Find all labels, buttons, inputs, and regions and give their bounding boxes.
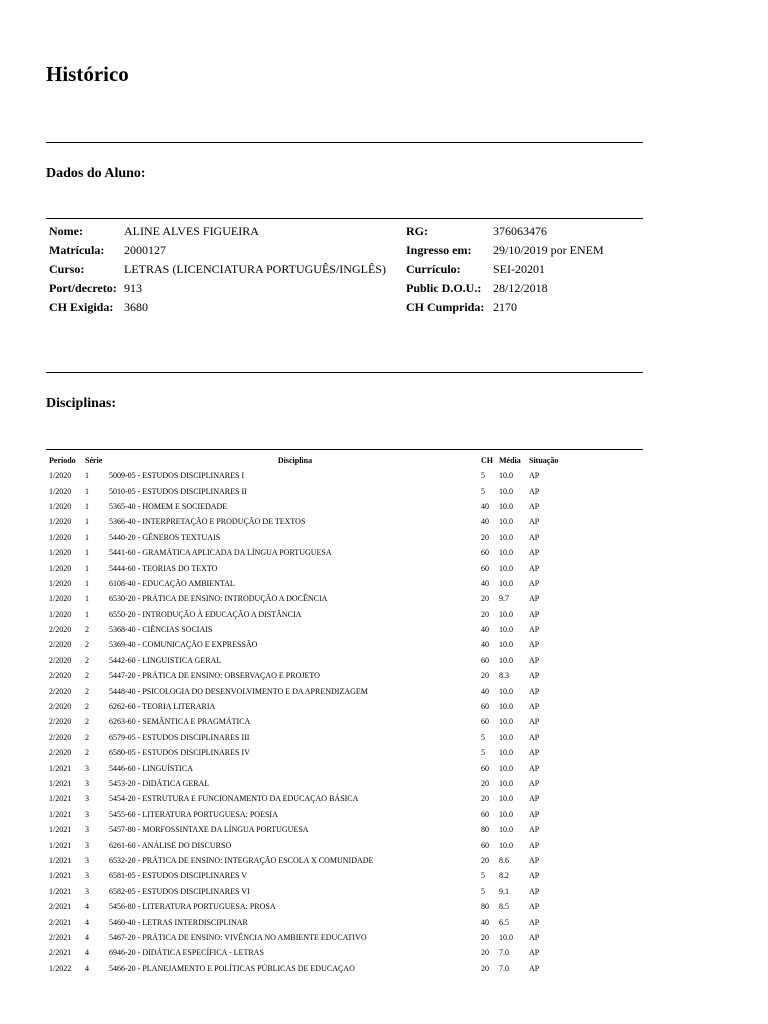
table-row bbox=[46, 545, 646, 560]
disciplina-cell: 5454-20 - ESTRUTURA E FUNCIONAMENTO DA EDUCAÇAO BÁSICA bbox=[109, 794, 359, 804]
serie-cell: 1 bbox=[85, 532, 89, 542]
situacao-cell: AP bbox=[529, 840, 540, 850]
disciplina-cell: 5448-40 - PSICOLOGIA DO DESENVOLVIMENTO E DA APRENDIZAGEM bbox=[109, 686, 368, 696]
situacao-cell: AP bbox=[529, 548, 540, 558]
situacao-cell: AP bbox=[529, 609, 540, 619]
disciplina-cell: 5444-60 - TEORIAS DO TEXTO bbox=[109, 563, 218, 573]
table-row bbox=[46, 514, 646, 529]
table-row bbox=[46, 560, 646, 575]
student-info-row bbox=[46, 241, 646, 260]
serie-cell: 1 bbox=[85, 517, 89, 527]
situacao-cell: AP bbox=[529, 486, 540, 496]
situacao-cell: AP bbox=[529, 809, 540, 819]
public-dou-value: 28/12/2018 bbox=[493, 281, 548, 295]
ch-cell: 20 bbox=[481, 594, 489, 604]
table-row bbox=[46, 791, 646, 806]
serie-cell: 2 bbox=[85, 702, 89, 712]
periodo-cell: 2/2021 bbox=[49, 917, 72, 927]
media-cell: 6.5 bbox=[499, 917, 509, 927]
periodo-cell: 1/2021 bbox=[49, 855, 72, 865]
situacao-cell: AP bbox=[529, 517, 540, 527]
situacao-cell: AP bbox=[529, 717, 540, 727]
student-info-row bbox=[46, 260, 646, 279]
serie-cell: 3 bbox=[85, 886, 89, 896]
serie-cell: 3 bbox=[85, 809, 89, 819]
media-cell: 10.0 bbox=[499, 548, 513, 558]
disciplina-cell: 6946-20 - DIDÁTICA ESPECÍFICA - LETRAS bbox=[109, 948, 264, 958]
ch-exigida-value: 3680 bbox=[124, 300, 148, 314]
port-decreto-value: 913 bbox=[124, 281, 142, 295]
media-cell: 10.0 bbox=[499, 501, 513, 511]
table-row bbox=[46, 760, 646, 775]
table-row bbox=[46, 530, 646, 545]
periodo-cell: 1/2020 bbox=[49, 486, 72, 496]
ch-cell: 40 bbox=[481, 501, 489, 511]
table-row bbox=[46, 837, 646, 852]
periodo-cell: 1/2020 bbox=[49, 548, 72, 558]
ch-cell: 40 bbox=[481, 625, 489, 635]
table-row bbox=[46, 961, 646, 976]
situacao-cell: AP bbox=[529, 748, 540, 758]
situacao-cell: AP bbox=[529, 948, 540, 958]
serie-cell: 2 bbox=[85, 625, 89, 635]
ch-cell: 5 bbox=[481, 871, 485, 881]
serie-cell: 1 bbox=[85, 471, 89, 481]
curriculo-label: Currículo: bbox=[406, 262, 461, 276]
table-row bbox=[46, 622, 646, 637]
serie-cell: 4 bbox=[85, 963, 89, 973]
port-decreto-label: Port/decreto: bbox=[49, 281, 117, 295]
situacao-cell: AP bbox=[529, 563, 540, 573]
periodo-cell: 2/2020 bbox=[49, 671, 72, 681]
ch-cell: 20 bbox=[481, 963, 489, 973]
serie-cell: 1 bbox=[85, 486, 89, 496]
periodo-cell: 1/2020 bbox=[49, 594, 72, 604]
situacao-cell: AP bbox=[529, 963, 540, 973]
situacao-cell: AP bbox=[529, 825, 540, 835]
periodo-cell: 1/2020 bbox=[49, 609, 72, 619]
situacao-cell: AP bbox=[529, 902, 540, 912]
disciplina-cell: 6579-05 - ESTUDOS DISCIPLINARES III bbox=[109, 732, 250, 742]
media-header: Média bbox=[499, 455, 521, 465]
ch-cell: 60 bbox=[481, 763, 489, 773]
serie-cell: 4 bbox=[85, 902, 89, 912]
situacao-cell: AP bbox=[529, 763, 540, 773]
periodo-cell: 1/2021 bbox=[49, 779, 72, 788]
ch-cell: 20 bbox=[481, 794, 489, 804]
situacao-cell: AP bbox=[529, 594, 540, 604]
disciplina-cell: 6262-60 - TEORIA LITERARIA bbox=[109, 702, 216, 712]
periodo-cell: 2/2020 bbox=[49, 625, 72, 635]
ch-cell: 40 bbox=[481, 578, 489, 588]
periodo-cell: 1/2020 bbox=[49, 578, 72, 588]
periodo-cell: 1/2020 bbox=[49, 563, 72, 573]
serie-cell: 1 bbox=[85, 609, 89, 619]
ch-cell: 60 bbox=[481, 548, 489, 558]
ch-cell: 60 bbox=[481, 717, 489, 727]
serie-cell: 1 bbox=[85, 578, 89, 588]
curso-label: Curso: bbox=[49, 262, 85, 276]
media-cell: 10.0 bbox=[499, 825, 513, 835]
grades-body bbox=[46, 468, 646, 976]
situacao-cell: AP bbox=[529, 794, 540, 804]
ch-cell: 60 bbox=[481, 655, 489, 665]
periodo-cell: 2/2020 bbox=[49, 702, 72, 712]
table-row bbox=[46, 576, 646, 591]
periodo-cell: 1/2021 bbox=[49, 825, 72, 835]
media-cell: 10.0 bbox=[499, 609, 513, 619]
periodo-cell: 2/2020 bbox=[49, 717, 72, 727]
media-cell: 10.0 bbox=[499, 486, 513, 496]
ch-cell: 40 bbox=[481, 917, 489, 927]
disciplina-cell: 5366-40 - INTERPRETAÇÃO E PRODUÇÃO DE TEXTOS bbox=[109, 517, 306, 527]
media-cell: 8.6 bbox=[499, 855, 509, 865]
disciplina-cell: 5369-40 - COMUNICAÇÃO E EXPRESSÃO bbox=[109, 640, 258, 650]
periodo-cell: 2/2020 bbox=[49, 732, 72, 742]
media-cell: 8.3 bbox=[499, 671, 509, 681]
media-cell: 8.5 bbox=[499, 902, 509, 912]
public-dou-label: Public D.O.U.: bbox=[406, 281, 482, 295]
disciplina-cell: 5442-60 - LINGUISTICA GERAL bbox=[109, 655, 222, 665]
disciplina-cell: 5010-05 - ESTUDOS DISCIPLINARES II bbox=[109, 486, 247, 496]
table-row bbox=[46, 653, 646, 668]
situacao-cell: AP bbox=[529, 855, 540, 865]
disciplina-cell: 5457-80 - MORFOSSINTAXE DA LÍNGUA PORTUGUESA bbox=[109, 825, 309, 835]
serie-cell: 1 bbox=[85, 501, 89, 511]
table-row bbox=[46, 745, 646, 760]
student-info-table bbox=[46, 222, 646, 317]
table-row bbox=[46, 637, 646, 652]
serie-cell: 3 bbox=[85, 871, 89, 881]
disciplina-cell: 5009-05 - ESTUDOS DISCIPLINARES I bbox=[109, 471, 245, 481]
situacao-cell: AP bbox=[529, 686, 540, 696]
disciplina-cell: 6263-60 - SEMÂNTICA E PRAGMÁTICA bbox=[109, 717, 251, 727]
ch-cell: 60 bbox=[481, 563, 489, 573]
disciplina-cell: 6580-05 - ESTUDOS DISCIPLINARES IV bbox=[109, 748, 250, 758]
ch-cell: 60 bbox=[481, 809, 489, 819]
divider bbox=[46, 449, 643, 450]
media-cell: 10.0 bbox=[499, 932, 513, 942]
ch-cell: 80 bbox=[481, 902, 489, 912]
situacao-cell: AP bbox=[529, 471, 540, 481]
disciplina-cell: 5447-20 - PRÁTICA DE ENSINO: OBSERVAÇAO E PROJETO bbox=[109, 671, 320, 681]
media-cell: 7.0 bbox=[499, 948, 509, 958]
periodo-cell: 1/2020 bbox=[49, 471, 72, 481]
media-cell: 9.7 bbox=[499, 594, 509, 604]
situacao-cell: AP bbox=[529, 871, 540, 881]
serie-cell: 3 bbox=[85, 855, 89, 865]
table-row bbox=[46, 683, 646, 698]
periodo-cell: 1/2022 bbox=[49, 963, 72, 973]
disciplina-cell: 5446-60 - LINGUÍSTICA bbox=[109, 763, 193, 773]
serie-cell: 3 bbox=[85, 840, 89, 850]
table-row bbox=[46, 499, 646, 514]
table-row bbox=[46, 668, 646, 683]
ch-cell: 20 bbox=[481, 609, 489, 619]
ch-cell: 20 bbox=[481, 948, 489, 958]
ch-cell: 60 bbox=[481, 702, 489, 712]
serie-cell: 3 bbox=[85, 794, 89, 804]
periodo-cell: 1/2021 bbox=[49, 871, 72, 881]
media-cell: 10.0 bbox=[499, 763, 513, 773]
ch-cell: 60 bbox=[481, 840, 489, 850]
table-row bbox=[46, 699, 646, 714]
serie-cell: 2 bbox=[85, 748, 89, 758]
serie-cell: 1 bbox=[85, 563, 89, 573]
periodo-header: Período bbox=[49, 455, 76, 465]
table-row bbox=[46, 483, 646, 498]
serie-cell: 3 bbox=[85, 825, 89, 835]
serie-cell: 4 bbox=[85, 948, 89, 958]
media-cell: 10.0 bbox=[499, 732, 513, 742]
grades-header-row bbox=[46, 452, 646, 468]
table-row bbox=[46, 853, 646, 868]
disciplina-cell: 5365-40 - HOMEM E SOCIEDADE bbox=[109, 501, 228, 511]
student-info-row bbox=[46, 222, 646, 241]
serie-cell: 4 bbox=[85, 932, 89, 942]
periodo-cell: 1/2020 bbox=[49, 517, 72, 527]
disciplina-cell: 5466-20 - PLANEJAMENTO E POLÍTICAS PÚBLICAS DE EDUCAÇAO bbox=[109, 963, 355, 973]
periodo-cell: 2/2021 bbox=[49, 948, 72, 958]
ch-cell: 40 bbox=[481, 686, 489, 696]
media-cell: 10.0 bbox=[499, 748, 513, 758]
curso-value: LETRAS (LICENCIATURA PORTUGUÊS/INGLÊS) bbox=[124, 262, 386, 276]
serie-cell: 2 bbox=[85, 717, 89, 727]
media-cell: 10.0 bbox=[499, 532, 513, 542]
divider bbox=[46, 372, 643, 373]
situacao-cell: AP bbox=[529, 917, 540, 927]
disciplina-cell: 5368-40 - CIÊNCIAS SOCIAIS bbox=[109, 625, 213, 635]
media-cell: 10.0 bbox=[499, 625, 513, 635]
situacao-cell: AP bbox=[529, 671, 540, 681]
table-row bbox=[46, 591, 646, 606]
table-row bbox=[46, 822, 646, 837]
divider bbox=[46, 218, 643, 219]
page-title: Histórico bbox=[46, 62, 129, 86]
disciplina-cell: 5440-20 - GÊNEROS TEXTUAIS bbox=[109, 532, 221, 542]
periodo-cell: 1/2020 bbox=[49, 532, 72, 542]
media-cell: 10.0 bbox=[499, 840, 513, 850]
ch-cumprida-value: 2170 bbox=[493, 300, 517, 314]
ch-cell: 40 bbox=[481, 517, 489, 527]
disciplina-cell: 5456-80 - LITERATURA PORTUGUESA: PROSA bbox=[109, 902, 276, 912]
serie-cell: 2 bbox=[85, 686, 89, 696]
situacao-cell: AP bbox=[529, 886, 540, 896]
ch-cell: 80 bbox=[481, 825, 489, 835]
disciplina-cell: 6582-05 - ESTUDOS DISCIPLINARES VI bbox=[109, 886, 250, 896]
table-row bbox=[46, 730, 646, 745]
situacao-cell: AP bbox=[529, 732, 540, 742]
table-row bbox=[46, 899, 646, 914]
curriculo-value: SEI-20201 bbox=[493, 262, 545, 276]
situacao-cell: AP bbox=[529, 578, 540, 588]
periodo-cell: 1/2021 bbox=[49, 809, 72, 819]
table-row bbox=[46, 945, 646, 960]
serie-cell: 4 bbox=[85, 917, 89, 927]
disciplina-cell: 5467-20 - PRÁTICA DE ENSINO: VIVÊNCIA NO AMBIENTE EDUCATIVO bbox=[109, 932, 367, 942]
table-row bbox=[46, 468, 646, 483]
grades-table bbox=[46, 452, 646, 976]
periodo-cell: 2/2021 bbox=[49, 902, 72, 912]
periodo-cell: 2/2021 bbox=[49, 932, 72, 942]
table-row bbox=[46, 607, 646, 622]
serie-cell: 2 bbox=[85, 671, 89, 681]
situacao-cell: AP bbox=[529, 655, 540, 665]
ch-cell: 5 bbox=[481, 486, 485, 496]
situacao-cell: AP bbox=[529, 532, 540, 542]
ch-cell: 5 bbox=[481, 471, 485, 481]
nome-value: ALINE ALVES FIGUEIRA bbox=[124, 224, 259, 238]
ch-cumprida-label: CH Cumprida: bbox=[406, 300, 485, 314]
media-cell: 10.0 bbox=[499, 809, 513, 819]
serie-cell: 2 bbox=[85, 655, 89, 665]
disciplina-cell: 6532-20 - PRÁTICA DE ENSINO: INTEGRAÇÃO ESCOLA X COMUNIDADE bbox=[109, 855, 374, 865]
matricula-label: Matrícula: bbox=[49, 243, 105, 257]
situacao-cell: AP bbox=[529, 640, 540, 650]
periodo-cell: 1/2021 bbox=[49, 886, 72, 896]
media-cell: 10.0 bbox=[499, 655, 513, 665]
disciplina-cell: 5460-40 - LETRAS INTERDISCIPLINAR bbox=[109, 917, 248, 927]
periodo-cell: 2/2020 bbox=[49, 686, 72, 696]
serie-cell: 1 bbox=[85, 548, 89, 558]
disciplina-cell: 6581-05 - ESTUDOS DISCIPLINARES V bbox=[109, 871, 248, 881]
media-cell: 10.0 bbox=[499, 686, 513, 696]
situacao-cell: AP bbox=[529, 625, 540, 635]
periodo-cell: 2/2020 bbox=[49, 748, 72, 758]
media-cell: 10.0 bbox=[499, 779, 513, 788]
media-cell: 8.2 bbox=[499, 871, 509, 881]
media-cell: 10.0 bbox=[499, 717, 513, 727]
situacao-cell: AP bbox=[529, 501, 540, 511]
table-row bbox=[46, 930, 646, 945]
ch-cell: 5 bbox=[481, 748, 485, 758]
student-info-row bbox=[46, 298, 646, 317]
table-row bbox=[46, 884, 646, 899]
periodo-cell: 1/2020 bbox=[49, 501, 72, 511]
ch-cell: 20 bbox=[481, 855, 489, 865]
ch-cell: 20 bbox=[481, 932, 489, 942]
ch-cell: 5 bbox=[481, 886, 485, 896]
situacao-cell: AP bbox=[529, 779, 540, 788]
ingresso-label: Ingresso em: bbox=[406, 243, 472, 257]
divider bbox=[46, 142, 643, 143]
disciplina-cell: 6108-40 - EDUCAÇÃO AMBIENTAL bbox=[109, 578, 235, 588]
ch-cell: 20 bbox=[481, 779, 489, 788]
periodo-cell: 1/2021 bbox=[49, 763, 72, 773]
serie-cell: 2 bbox=[85, 640, 89, 650]
disciplina-cell: 6530-20 - PRÁTICA DE ENSINO: INTRODUÇÃO A DOCÊNCIA bbox=[109, 594, 328, 604]
ch-exigida-label: CH Exigida: bbox=[49, 300, 114, 314]
rg-label: RG: bbox=[406, 224, 428, 238]
table-row bbox=[46, 714, 646, 729]
periodo-cell: 2/2020 bbox=[49, 655, 72, 665]
media-cell: 10.0 bbox=[499, 702, 513, 712]
situacao-cell: AP bbox=[529, 702, 540, 712]
disciplina-cell: 6550-20 - INTRODUÇÃO À EDUCAÇÃO A DISTÂNCIA bbox=[109, 609, 302, 619]
serie-cell: 3 bbox=[85, 763, 89, 773]
media-cell: 10.0 bbox=[499, 563, 513, 573]
nome-label: Nome: bbox=[49, 224, 83, 238]
periodo-cell: 1/2021 bbox=[49, 794, 72, 804]
media-cell: 9.1 bbox=[499, 886, 509, 896]
table-row bbox=[46, 914, 646, 929]
media-cell: 10.0 bbox=[499, 578, 513, 588]
disciplina-cell: 5453-20 - DIDÁTICA GERAL bbox=[109, 779, 210, 788]
situacao-cell: AP bbox=[529, 932, 540, 942]
media-cell: 10.0 bbox=[499, 640, 513, 650]
disciplina-cell: 6261-60 - ANÁLISE DO DISCURSO bbox=[109, 840, 232, 850]
student-info-row bbox=[46, 279, 646, 298]
disciplina-cell: 5441-60 - GRAMÁTICA APLICADA DA LÍNGUA PORTUGUESA bbox=[109, 548, 332, 558]
media-cell: 10.0 bbox=[499, 471, 513, 481]
rg-value: 376063476 bbox=[493, 224, 547, 238]
ch-cell: 40 bbox=[481, 640, 489, 650]
serie-cell: 2 bbox=[85, 732, 89, 742]
ingresso-value: 29/10/2019 por ENEM bbox=[493, 243, 604, 257]
media-cell: 7.0 bbox=[499, 963, 509, 973]
table-row bbox=[46, 868, 646, 883]
table-row bbox=[46, 807, 646, 822]
matricula-value: 2000127 bbox=[124, 243, 166, 257]
ch-cell: 5 bbox=[481, 732, 485, 742]
media-cell: 10.0 bbox=[499, 794, 513, 804]
ch-cell: 20 bbox=[481, 532, 489, 542]
disciplina-header: Disciplina bbox=[277, 455, 313, 465]
situacao-header: Situação bbox=[529, 455, 559, 465]
periodo-cell: 1/2021 bbox=[49, 840, 72, 850]
disciplines-section-title: Disciplinas: bbox=[46, 396, 117, 411]
table-row bbox=[46, 776, 646, 791]
serie-header: Série bbox=[85, 455, 103, 465]
serie-cell: 1 bbox=[85, 594, 89, 604]
disciplina-cell: 5455-60 - LITERATURA PORTUGUESA: POESIA bbox=[109, 809, 278, 819]
ch-cell: 20 bbox=[481, 671, 489, 681]
serie-cell: 3 bbox=[85, 779, 89, 788]
media-cell: 10.0 bbox=[499, 517, 513, 527]
student-section-title: Dados do Aluno: bbox=[46, 166, 146, 181]
ch-header: CH bbox=[481, 455, 493, 465]
periodo-cell: 2/2020 bbox=[49, 640, 72, 650]
